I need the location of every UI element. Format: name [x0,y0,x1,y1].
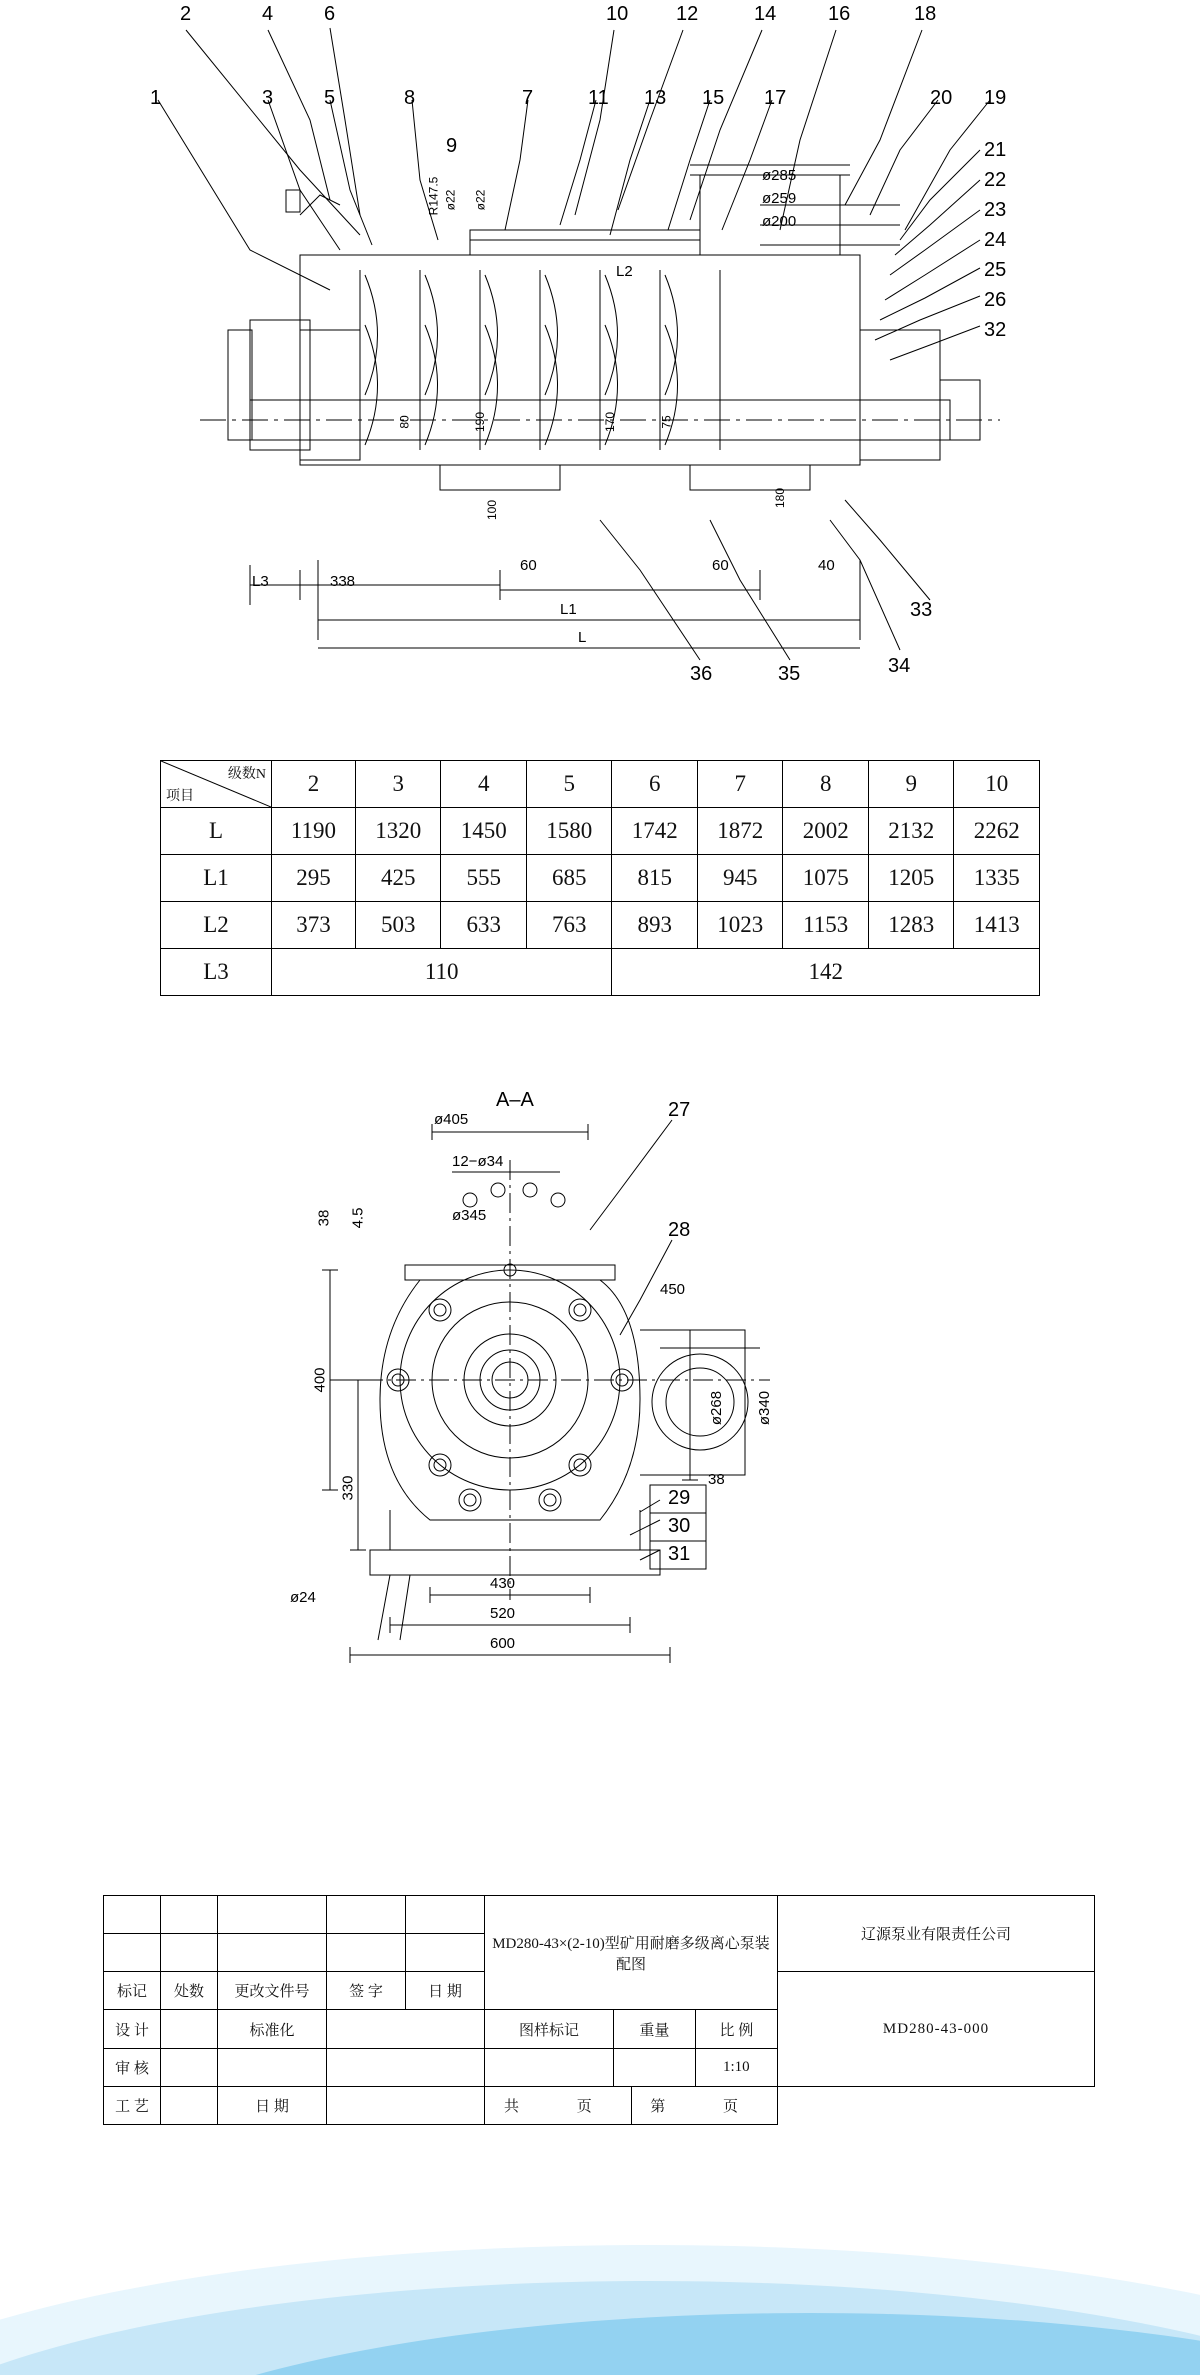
rev-head-sign: 签 字 [327,1972,406,2010]
drawing-number: MD280-43-000 [778,1972,1095,2086]
dim-L1: L1 [560,601,577,618]
rev-head-date: 日 期 [406,1972,485,2010]
callout-8: 8 [404,87,416,109]
dim-345: ø345 [452,1207,487,1224]
callout-35: 35 [778,663,801,685]
drawing-title: MD280-43×(2-10)型矿用耐磨多级离心泵装配图 [485,1896,778,2010]
dim-shaft-170: 170 [603,411,618,433]
rev-head-mark: 标记 [104,1972,161,2010]
dim-nozzle-259: ø259 [762,190,797,207]
callout-6: 6 [324,3,336,25]
L2-4: 633 [441,902,527,949]
dim-shaft-75: 75 [659,415,674,429]
standardize-value [327,2010,485,2048]
dim-520: 520 [490,1605,516,1622]
L-7: 1872 [697,808,783,855]
standardize-label: 标准化 [218,2010,327,2048]
blank-cell-2 [327,2048,485,2086]
L2-10: 1413 [954,902,1040,949]
dim-d24: ø24 [290,1589,316,1606]
L2-2: 373 [272,902,356,949]
process-value [161,2086,218,2124]
rev-cell-4 [327,1896,406,1934]
L-4: 1450 [441,808,527,855]
rev-cell-8 [218,1934,327,1972]
dim-L2: L2 [616,263,633,280]
table-corner-cell [161,761,272,808]
blank-cell-1 [218,2048,327,2086]
dim-60-a: 60 [520,557,537,574]
dim-4-5: 4.5 [349,1207,367,1229]
L2-9: 1283 [868,902,954,949]
dim-shaft-190: 190 [473,411,488,433]
mark-head-symbol: 图样标记 [485,2010,613,2047]
L3-left-group: 110 [272,949,612,996]
sheet-no-page: 页 [723,2098,739,2115]
callout-31: 31 [668,1543,691,1565]
L-10: 2262 [954,808,1040,855]
table-row-L2 [161,902,1040,949]
dim-268: ø268 [708,1390,726,1426]
stage-8: 8 [783,761,869,808]
L2-5: 763 [526,902,612,949]
table-header-row [161,761,1040,808]
callout-23: 23 [984,199,1007,221]
section-geometry [0,1080,1200,1860]
callout-36: 36 [690,663,713,685]
mark-value-row [485,2048,778,2086]
callout-18: 18 [914,3,937,25]
L1-6: 815 [612,855,698,902]
callout-27: 27 [668,1099,691,1121]
callout-3: 3 [262,87,274,109]
callout-11: 11 [588,87,609,109]
L-3: 1320 [355,808,441,855]
dim-38-right: 38 [708,1471,725,1488]
callout-20: 20 [930,87,953,109]
callout-29: 29 [668,1487,691,1509]
row-label-L: L [161,808,272,855]
callout-7: 7 [522,87,534,109]
callout-33: 33 [910,599,933,621]
sheet-total-label: 共 [504,2098,520,2115]
rev-head-count: 处数 [161,1972,218,2010]
scale-value: 1:10 [723,2058,750,2075]
L-6: 1742 [612,808,698,855]
rev-cell-5 [406,1896,485,1934]
dim-405: ø405 [434,1111,469,1128]
stage-3: 3 [355,761,441,808]
L-5: 1580 [526,808,612,855]
callout-15: 15 [702,87,725,109]
L2-3: 503 [355,902,441,949]
sheet-no-label: 第 [650,2098,666,2115]
L2-8: 1153 [783,902,869,949]
L1-8: 1075 [783,855,869,902]
section-aa-drawing [0,1080,1200,1860]
rev-cell-9 [327,1934,406,1972]
row-label-L3: L3 [161,949,272,996]
stage-5: 5 [526,761,612,808]
rev-cell-1 [104,1896,161,1934]
role-check: 审 核 [104,2048,161,2086]
callout-12: 12 [676,3,699,25]
L1-4: 555 [441,855,527,902]
L1-9: 1205 [868,855,954,902]
dim-40: 40 [818,557,835,574]
row-label-L2: L2 [161,902,272,949]
sheet-row [485,2086,778,2124]
title-block [103,1895,1095,2125]
check-value [161,2048,218,2086]
dim-338: 338 [330,573,356,590]
dim-shaft-80: 80 [397,415,412,429]
dim-L3: L3 [252,573,269,590]
dim-400: 400 [311,1367,329,1393]
callout-2: 2 [180,3,192,25]
L1-7: 945 [697,855,783,902]
stage-9: 9 [868,761,954,808]
callout-32: 32 [984,319,1007,341]
mark-head-weight: 重量 [613,2010,695,2047]
table-row-L1 [161,855,1040,902]
stage-6: 6 [612,761,698,808]
table-row-L3 [161,949,1040,996]
sheet-total-page: 页 [538,2087,631,2124]
rev-head-docno: 更改文件号 [218,1972,327,2010]
rev-cell-6 [104,1934,161,1972]
dim-nozzle-285: ø285 [762,167,797,184]
table-row-L [161,808,1040,855]
dim-430: 430 [490,1575,516,1592]
mark-symbol-value [485,2049,613,2086]
dim-d22-a: ø22 [443,189,458,211]
stage-4: 4 [441,761,527,808]
stage-10: 10 [954,761,1040,808]
dim-38-top: 38 [315,1209,333,1227]
callout-9: 9 [446,135,458,157]
callout-4: 4 [262,3,274,25]
row-label-L1: L1 [161,855,272,902]
mark-head-scale: 比 例 [719,2022,754,2039]
callout-13: 13 [644,87,667,109]
role-process: 工 艺 [104,2086,161,2124]
rev-cell-10 [406,1934,485,1972]
stage-2: 2 [272,761,356,808]
callout-28: 28 [668,1219,691,1241]
L1-3: 425 [355,855,441,902]
rev-cell-2 [161,1896,218,1934]
design-value [161,2010,218,2048]
L1-2: 295 [272,855,356,902]
callout-5: 5 [324,87,336,109]
callout-26: 26 [984,289,1007,311]
L-2: 1190 [272,808,356,855]
dim-L: L [578,629,587,646]
section-title: A–A [496,1089,534,1111]
dim-60-b: 60 [712,557,729,574]
dim-r1475: R147.5 [426,176,441,216]
company-name: 辽源泵业有限责任公司 [778,1896,1095,1972]
callout-24: 24 [984,229,1007,251]
L2-6: 893 [612,902,698,949]
callout-30: 30 [668,1515,691,1537]
dim-450: 450 [660,1281,686,1298]
date-label: 日 期 [218,2086,327,2124]
dim-nozzle-200: ø200 [762,213,797,230]
L2-7: 1023 [697,902,783,949]
corner-label-stages: 级数N [227,767,266,782]
L-9: 2132 [868,808,954,855]
dim-340: ø340 [756,1390,774,1426]
role-design: 设 计 [104,2010,161,2048]
dim-d22-b: ø22 [473,189,488,211]
callout-10: 10 [606,3,629,25]
L1-5: 685 [526,855,612,902]
callout-22: 22 [984,169,1007,191]
callout-16: 16 [828,3,851,25]
callout-25: 25 [984,259,1007,281]
dim-600: 600 [490,1635,516,1652]
stage-7: 7 [697,761,783,808]
callout-21: 21 [984,139,1007,161]
callout-17: 17 [764,87,787,109]
callout-19: 19 [984,87,1007,109]
dim-shaft-180: 180 [773,487,788,509]
date-value [327,2086,485,2124]
decorative-band [0,2195,1200,2375]
L-8: 2002 [783,808,869,855]
dim-12x34: 12−ø34 [452,1153,504,1170]
callout-14: 14 [754,3,777,25]
mark-header-row [485,2010,778,2048]
rev-cell-3 [218,1896,327,1934]
dimension-table [160,760,1040,996]
callout-34: 34 [888,655,911,677]
weight-value [613,2049,695,2086]
callout-1: 1 [150,87,162,109]
L1-10: 1335 [954,855,1040,902]
L3-right-group: 142 [612,949,1040,996]
rev-cell-7 [161,1934,218,1972]
assembly-drawing [0,0,1200,720]
dim-330: 330 [339,1475,357,1501]
corner-label-item: 项目 [166,789,194,804]
dim-shaft-100: 100 [485,499,500,521]
